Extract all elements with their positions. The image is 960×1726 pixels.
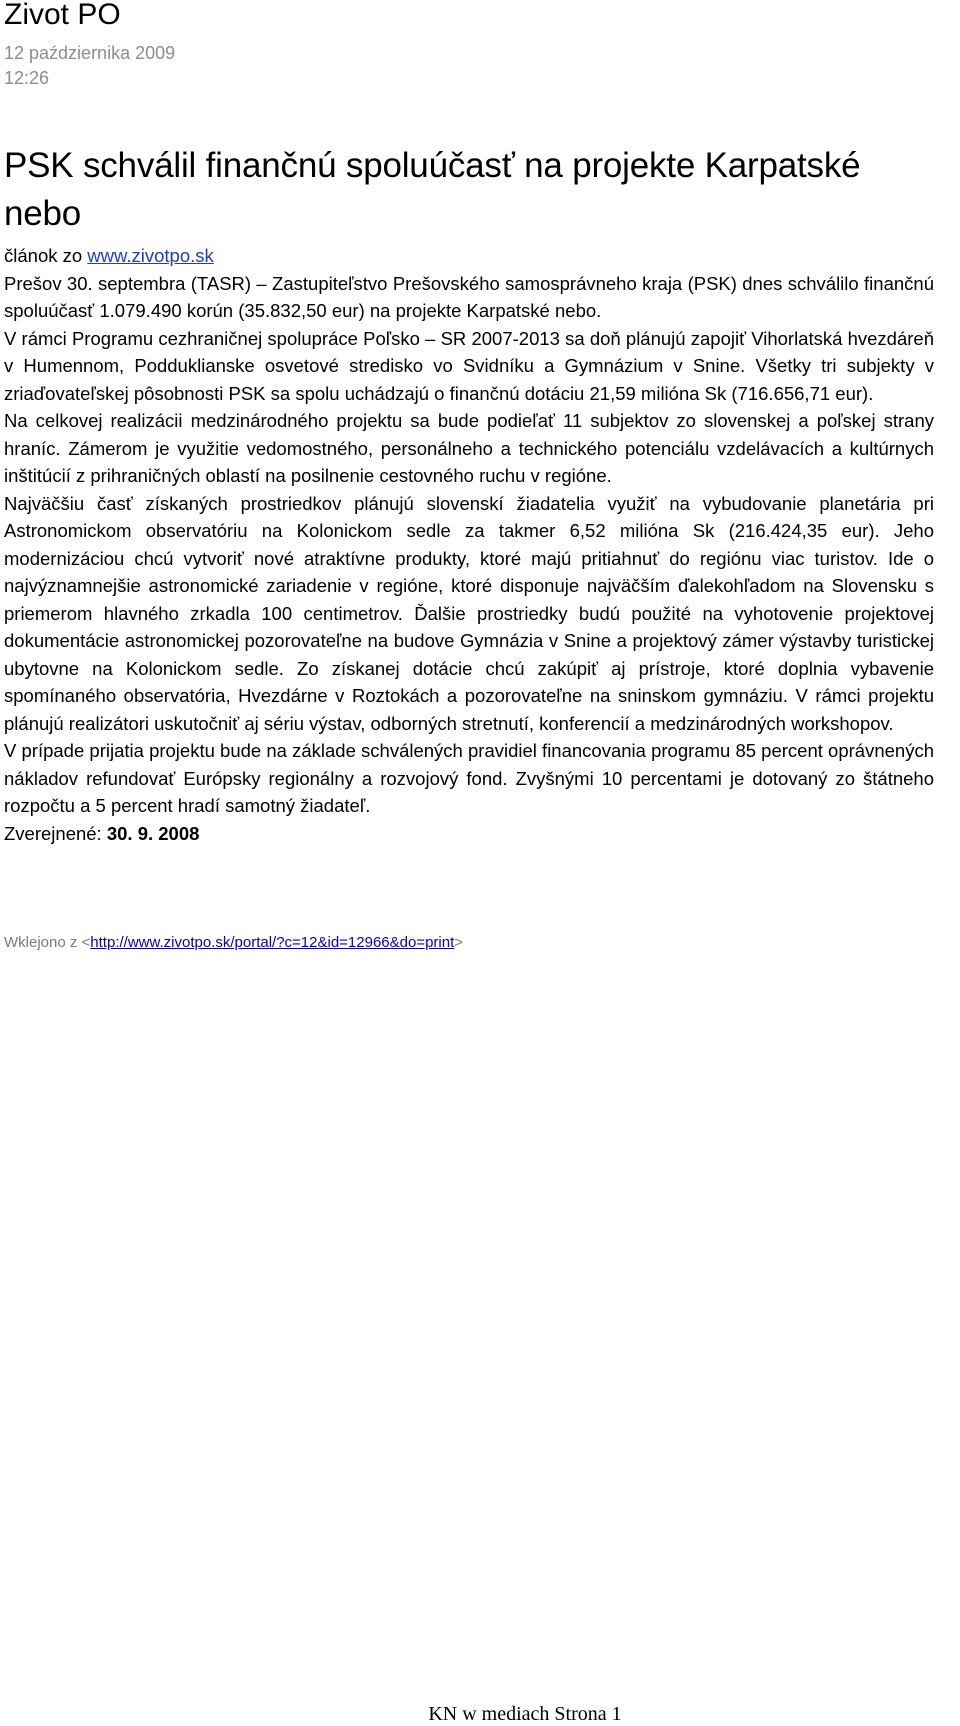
published-date: 30. 9. 2008 xyxy=(106,822,200,844)
article-source xyxy=(4,242,934,270)
masthead xyxy=(4,0,934,91)
masthead-title: Zivot PO xyxy=(4,0,121,31)
article-source-link[interactable]: www.zivotpo.sk xyxy=(87,245,214,266)
published-line xyxy=(4,820,934,848)
embedded-from-suffix: > xyxy=(454,934,464,951)
page-footer: KN w mediach Strona 1 xyxy=(428,1703,622,1725)
embedded-from xyxy=(4,932,463,954)
article-source-prefix: článok zo xyxy=(4,245,88,266)
masthead-date: 12 października 2009 xyxy=(4,43,176,63)
article-paragraph-4: Najväčšiu časť získaných prostriedkov plánujú slovenskí žiadatelia využiť na vybudovanie planetária pri Astronomickom observatóriu na Kolonickom sedle za takmer 6,52 milióna Sk (216.424,35 eur). Jeho modernizáciou chcú vytvoriť nové atraktívne produkty, ktoré majú pritiahnuť do regiónu viac turistov. Ide o najvýznamnejšie astronomické zariadenie v regióne, ktoré disponuje najväčším ďalekohľadom na Slovensku s priemerom hlavného zrkadla 100 centimetrov. Ďalšie prostriedky budú použité na vyhotovenie projektovej dokumentácie astronomickej pozorovateľne na budove Gymnázia v Snine a projektový zámer výstavby turistickej ubytovne na Kolonickom sedle. Zo získanej dotácie chcú zakúpiť aj prístroje, ktoré doplnia vybavenie spomínaného observatória, Hvezdárne v Roztokách a pozorovateľne na sninskom gymnáziu. V rámci projektu plánujú realizátori uskutočniť aj sériu výstav, odborných stretnutí, konferencií a medzinárodných workshopov. xyxy=(4,492,934,734)
embedded-from-prefix: Wklejono z < xyxy=(4,934,91,951)
article-paragraph-2: V rámci Programu cezhraničnej spolupráce Poľsko – SR 2007-2013 sa doň plánujú zapojiť Vihorlatská hvezdáreň v Humennom, Poddukliansk​e osvetové stredisko vo Svidníku a Gymnázium v Snine. Všetky tri subjekty v zriaďovateľskej pôsobnosti PSK sa spolu uchádzajú o finančnú dotáciu 21,59 milióna Sk (716.656,71 eur). xyxy=(4,327,934,404)
article-paragraph-5: V prípade prijatia projektu bude na základe schválených pravidiel financovania programu 85 percent oprávnených nákladov refundovať Európsky regionálny a rozvojový fond. Zvyšnými 10 percentami je dotovaný zo štátneho rozpočtu a 5 percent hradí samotný žiadateľ. xyxy=(4,740,934,816)
article-title: PSK schválil finančnú spoluúčasť na projekte Karpatské nebo xyxy=(4,146,861,233)
published-label: Zverejnené: xyxy=(4,822,107,844)
article-body xyxy=(4,242,934,847)
embedded-from-link[interactable]: http://www.zivotpo.sk/portal/?c=12&id=12966&do=print xyxy=(90,934,455,951)
masthead-time: 12:26 xyxy=(4,68,50,88)
article-paragraph-1: Prešov 30. septembra (TASR) – Zastupiteľstvo Prešovského samosprávneho kraja (PSK) dnes schválilo finančnú spoluúčasť 1.079.490 korún (35.832,50 eur) na projekte Karpatské nebo. xyxy=(4,272,934,321)
article-paragraph-3: Na celkovej realizácii medzinárodného projektu sa bude podieľať 11 subjektov zo slovenskej a poľskej strany hraníc. Zámerom je využitie vedomostného, personálneho a technického potenciálu vzdelávacích a kultúrnych inštitúcií z prihraničných oblastí na posilnenie cestovného ruchu v regióne. xyxy=(4,410,934,486)
